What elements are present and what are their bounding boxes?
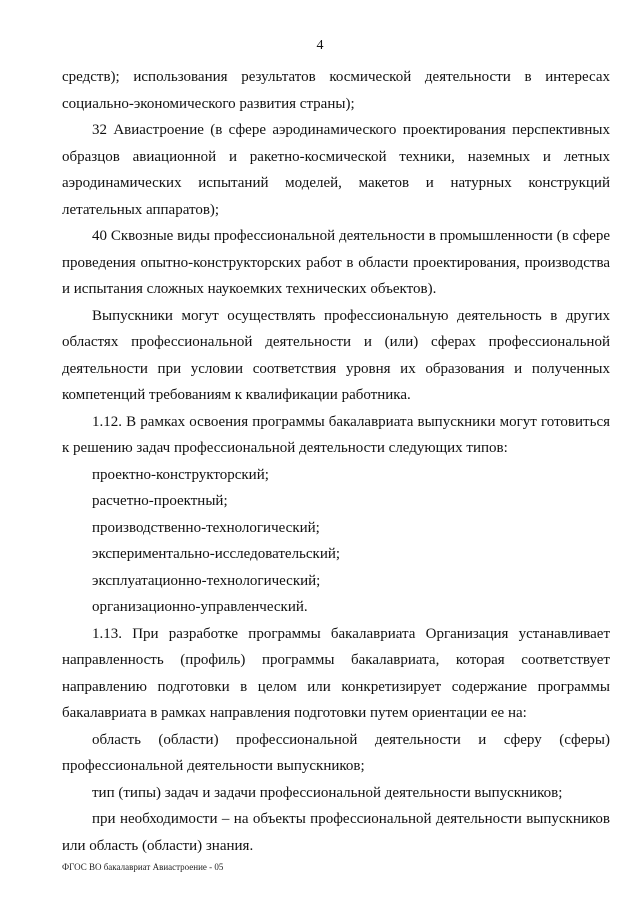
paragraph-1-13: 1.13. При разработке программы бакалавриата Организация устанавливает направленность (профиль) программы бакалавриата, которая соответствует направлению подготовки в целом или конкретизирует содержание программы бакалавриата в рамках направления подготовки путем ориентации ее на: bbox=[62, 625, 610, 721]
document-footer: ФГОС ВО бакалавриат Авиастроение - 05 bbox=[62, 862, 224, 872]
task-type-item: экспериментально-исследовательский; bbox=[92, 546, 341, 562]
task-type-item: расчетно-проектный; bbox=[92, 493, 228, 509]
task-type-item: производственно-технологический; bbox=[92, 519, 320, 536]
task-type-item: проектно-конструкторский; bbox=[92, 466, 269, 483]
page-number: 4 bbox=[316, 38, 324, 53]
task-type-item: эксплуатационно-технологический; bbox=[92, 572, 321, 589]
paragraph-orientation-tasks: тип (типы) задач и задачи профессиональной деятельности выпускников; bbox=[92, 784, 563, 801]
paragraph-cross-cutting-activities: 40 Сквозные виды профессиональной деятельности в промышленности (в сфере проведения опытно-конструкторских работ в области проектирования, производства и испытания сложных наукоемких технических объектов). bbox=[62, 228, 610, 297]
paragraph-orientation-field: область (области) профессиональной деятельности и сферу (сферы) профессиональной деятельности выпускников; bbox=[62, 731, 610, 774]
document-body bbox=[62, 64, 610, 859]
paragraph-aircraft-engineering: 32 Авиастроение (в сфере аэродинамического проектирования перспективных образцов авиационной и ракетно-космической техники, наземных и летных аэродинамических испытаний моделей, макетов и натурных конструкций летательных аппаратов); bbox=[62, 122, 610, 218]
paragraph-space-activities: средств); использования результатов космической деятельности в интересах социально-экономического развития страны); bbox=[62, 69, 610, 112]
task-type-item: организационно-управленческий. bbox=[92, 599, 308, 615]
paragraph-other-fields: Выпускники могут осуществлять профессиональную деятельность в других областях профессиональной деятельности и (или) сферах профессиональной деятельности при условии соответствия уровня их образования и полученных компетенций требованиям к квалификации работника. bbox=[62, 307, 610, 403]
paragraph-1-12: 1.12. В рамках освоения программы бакалавриата выпускники могут готовиться к решению задач профессиональной деятельности следующих типов: bbox=[62, 413, 610, 456]
paragraph-orientation-objects: при необходимости – на объекты профессиональной деятельности выпускников или область (области) знания. bbox=[62, 811, 610, 854]
